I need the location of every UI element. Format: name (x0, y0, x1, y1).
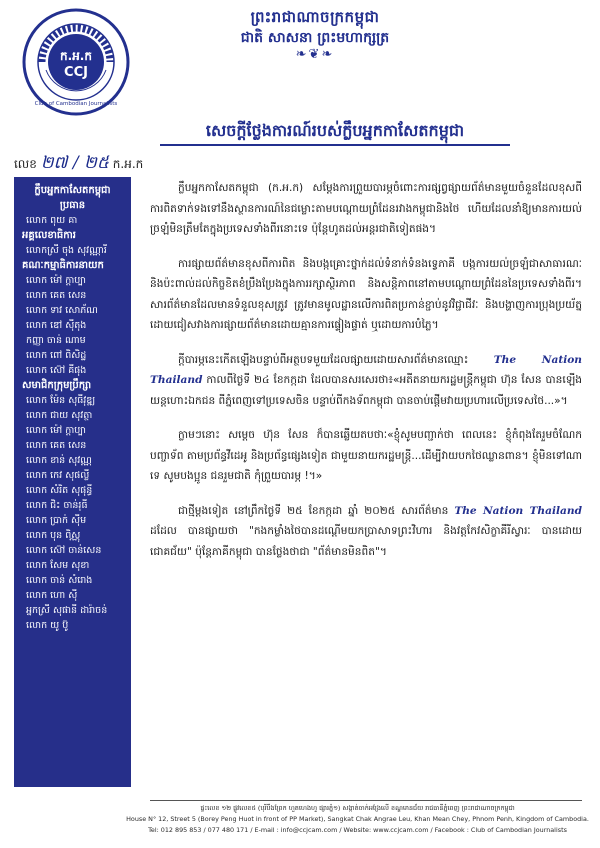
club-logo (22, 8, 130, 116)
kingdom-line: ព្រះរាជាណាចក្រកម្ពុជា (250, 8, 380, 26)
sidebar-member: លោក ជិះ ចាន់រុធី (26, 500, 88, 511)
sidebar-committee-member: លោក ស៊ៅ គីផុង (26, 365, 87, 376)
sidebar-committee-label: គណៈកម្មាធិការនាយក (22, 260, 104, 271)
header-ornament: ❧❦❧ (295, 47, 335, 62)
sidebar-member: លោក សែម សុខា (26, 560, 90, 571)
sidebar-member: លោក ជាយ សុវត្ថា (26, 410, 93, 421)
publication-name: The Nation Thailand (150, 353, 583, 386)
sidebar-club-name: ក្លឹបអ្នកកាសែតកម្ពុជា (34, 185, 111, 196)
paragraph-4: ក្លាមៗនោះ សម្ដេច ហ៊ុន សែន ក៏បានឆ្លើយតបថាៈ«ខ្ញុំសូមបញ្ជាក់ថា ពេលនេះ ខ្ញុំកំពុងតែរួមចំណែកបញ្ចាទ័ព តាមប្រព័ន្ធវីដេអូ និងប្រព័ន្ធផ្សេងទៀត ជាមួយនាយករដ្ឋមន្ត្រី...ដើម្បីវាយបកថៃឈ្លានពាន។ ខ្ញុំមិនទៅណាទេ សូមបងប្អូន ជនរួមជាតិ កុំព្រួយបារម្ភ !។» (150, 429, 582, 482)
footer-english-address: House N° 12, Street 5 (Borey Peng Huot in front of PP Market), Sangkat Chak Angrae Leu, Khan Mean Chey, Phnom Penh, Kingdom of Cambodia. (126, 815, 589, 823)
sidebar-member: លោក ប្រាក់ ស៊ីម (26, 515, 87, 526)
ref-handwritten: ២៧ / ២៥ (40, 153, 109, 173)
sidebar-member: លោក ម៉ៅ ក្ដាប្បា (26, 425, 86, 436)
paragraph-5 (150, 501, 582, 563)
sidebar-member: លោក ហោ ស៊ី (26, 590, 78, 601)
kingdom-header (195, 6, 435, 62)
sidebar-committee-member: កញ្ញា ចាន់ ណាម (26, 335, 86, 346)
sidebar-member: លោក ម៉ែន សុធីវុឌ្ឍ (26, 395, 96, 406)
sidebar-member: លោក បុន ពិស្ណុ (26, 530, 81, 541)
paragraph-2: ការផ្សាយព័ត៌មានខុសពីការពិត និងបង្កគ្រោះថ្នាក់ដល់ទំនាក់ទំនងទ្វេភាគី បង្កការយល់ច្រឡំជាសាធារណៈ និងប៉ះពាល់ដល់កិច្ចខិតខំប្រឹងប្រែងក្នុងការរក្សាស្ថិរភាព និងសន្តិភាពនៅតាមបណ្ដោយព្រំដែននៃប្រទេសទាំងពីរ។ សារព័ត៌មានដែលមានទំនួលខុសត្រូវ ត្រូវមានមូលដ្ឋានលើការពិតប្រកាន់ខ្ជាប់នូវវិជ្ជាជីវៈ និងបង្ហាញការប្រុងប្រយ័ត្ន ដោយជៀសវាងការផ្សាយព័ត៌មានដោយគ្មានការផ្ទៀងផ្ទាត់ ឬដោយការបំភ្លៃ។ (150, 257, 582, 331)
sidebar-adviser-label: អគ្គលេខាធិការ (22, 230, 76, 241)
footer-address (120, 803, 595, 836)
paragraph-3-lead: ក្ដីបារម្ភនេះកើតឡើងបន្ទាប់ពីអត្ថបទមួយដែលផ្សាយដោយសារព័ត៌មានឈ្មោះ (178, 353, 469, 366)
sidebar-committee-member: លោក ទាវ សោភ័ណ (26, 305, 98, 316)
sidebar-member: លោក ចាន់ សំរោង (26, 575, 93, 586)
footer-contacts: Tel: 012 895 853 / 077 480 171 / E-mail : info@ccjcam.com / Website: www.ccjcam.com / Facebook : Club of Cambodian Journalists (148, 826, 567, 834)
sidebar-members-label: សមាជិកក្រុមប្រឹក្សា (22, 380, 92, 391)
sidebar-member: លោក កេវ សុផល្លី (26, 470, 90, 481)
statement-body (150, 178, 582, 576)
logo-acronym: ក.អ.ក (60, 49, 92, 63)
ref-label: លេខ (14, 157, 37, 171)
paragraph-5-lead: ជាថ្មីម្ដងទៀត នៅព្រឹកថ្ងៃទី ២៥ ខែកក្កដា ឆ្នាំ ២០២៥ សារព័ត៌មាន (178, 504, 449, 517)
paragraph-5-rest: ដដែល បានផ្សាយថា "កងកម្លាំងថៃបានដណ្ដើមយកប្រាសាទព្រះវិហារ និងវត្តកែវសិក្ខាគីរីស្វារៈ បានដោយជោគជ័យ" ប៉ុន្តែភាគីកម្ពុជា បានថ្លែងថាជា "ព័ត៌មានមិនពិត"។ (150, 525, 582, 558)
sidebar-roster (14, 177, 131, 787)
reference-number (14, 152, 143, 177)
motto-line: ជាតិ សាសនា ព្រះមហាក្សត្រ (240, 30, 390, 46)
logo-mark: CCJ (64, 65, 88, 80)
paragraph-3 (150, 350, 582, 412)
footer-divider (150, 800, 582, 801)
club-logo-emblem (22, 8, 130, 116)
paragraph-3-rest: កាលពីថ្ងៃទី ២៤ ខែកក្កដា ដែលបានសរសេរថា៖«អតីតនាយករដ្ឋមន្ត្រីកម្ពុជា ហ៊ុន សែន បានឡើងយន្តហោះឯកជន ពីភ្នំពេញទៅប្រទេសចិន បន្ទាប់ពីកងទ័ពកម្ពុជា បានចាប់ផ្ដើមវាយប្រហារលើប្រទេសថៃ...»។ (150, 374, 582, 407)
sidebar-committee-member: លោក គេត សេន (26, 290, 87, 301)
sidebar-committee-member: លោក ពៅ ពិសិដ្ឋ (26, 350, 87, 361)
ref-suffix: ក.អ.ក (112, 157, 144, 171)
sidebar-member: លោក ស៊ៅ ចាន់សេន (26, 545, 102, 556)
sidebar-member: លោក ខាន់ សុវណ្ណ (26, 455, 92, 466)
sidebar-committee-member: លោក ឌៅ ស៊ីតុង (26, 320, 87, 331)
sidebar-adviser: លោកស្រី ចុង សុវណ្ណារី (26, 245, 107, 256)
sidebar-committee-member: លោក ម៉ៅ ក្ដាប្បា (26, 275, 86, 286)
sidebar-member: លោក យូ ប៊ូ (26, 620, 69, 631)
paragraph-1: ក្លឹបអ្នកកាសែតកម្ពុជា (ក.អ.ក) សម្ដែងការព្រួយបារម្ភចំពោះការផ្សព្វផ្សាយព័ត៌មានមួយចំនួនដែលខុសពីការពិតទាក់ទងទៅនឹងស្ថានការណ៍នៃជម្លោះតាមបណ្ដោយព្រំដែនរវាងកម្ពុជានិងថៃ ហើយដែលនាំឱ្យមានការយល់ច្រឡំមិនត្រឹមតែក្នុងប្រទេសទាំងពីរនោះទេ ប៉ុន្តែហូតដល់អន្តរជាតិទៀតផង។ (150, 182, 582, 235)
statement-title: សេចក្តីថ្លែងការណ៍របស់ក្លឹបអ្នកកាសែតកម្ពុជា (205, 121, 465, 140)
title-underline (160, 144, 510, 146)
sidebar-president-label: ប្រធាន (59, 200, 86, 211)
sidebar-president: លោក ពុយ គា (26, 215, 78, 226)
sidebar-member: អ្នកស្រី សុផានី ដារ៉ាចន់ (26, 605, 108, 616)
sidebar-member: លោក គេត សេន (26, 440, 87, 451)
logo-english-ring: Club of Cambodian Journalists (34, 101, 118, 107)
publication-name: The Nation Thailand (454, 504, 582, 517)
sidebar-member: លោក សំរិត សុផុន្ធី (26, 485, 93, 496)
footer-khmer-address: ផ្ទះលេខ ១២ ផ្លូវលេខ៥ (បុរីបឹងព្រែក ហួតហេងហួ ផ្សារភ្នំ១) សង្កាត់ចាក់អង្រែលើ ខណ្ឌមានជ័យ រាជធានីភ្នំពេញ ព្រះរាជាណាចក្រកម្ពុជា (200, 804, 515, 812)
